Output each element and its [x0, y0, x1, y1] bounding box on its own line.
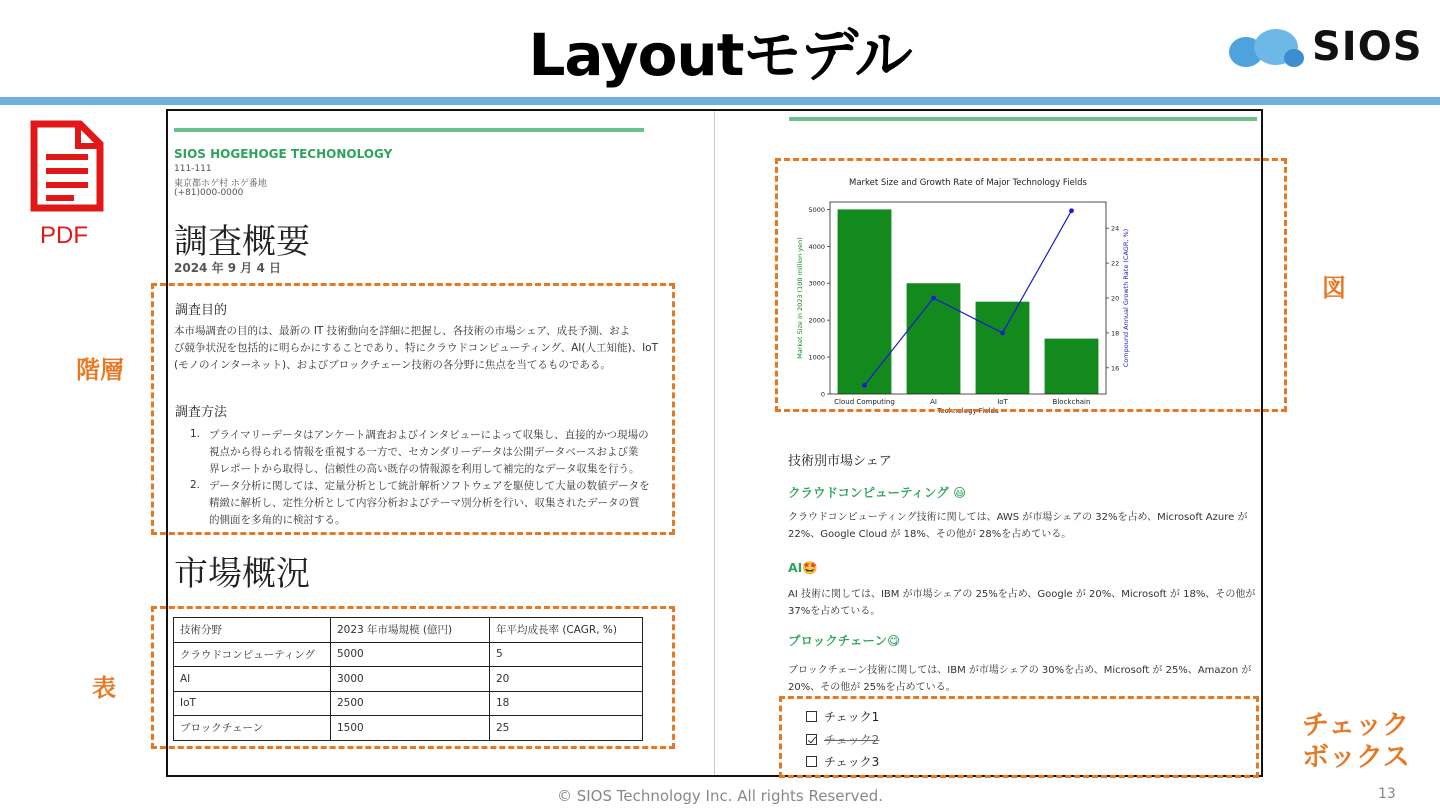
page-divider: [714, 111, 715, 775]
table-header-cell: 技術分野: [174, 618, 331, 643]
table-cell: 1500: [331, 716, 490, 741]
y2-tick-label: 20: [1111, 294, 1120, 303]
y-tick-label: 5000: [808, 205, 825, 214]
address-line: (+81)000-0000: [174, 188, 244, 198]
checkbox-label: チェック2: [824, 733, 880, 747]
y2-tick-label: 16: [1111, 364, 1120, 373]
method-line: データ分析に関しては、定量分析として統計解析ソフトウェアを駆使して大量の数値データを: [209, 480, 650, 492]
heading-method: 調査方法: [175, 405, 228, 420]
table-header-cell: 2023 年市場規模 (億円): [331, 618, 490, 643]
method-line: 精緻に解析し、定性分析として内容分析およびテーマ別分析を行い、収集されたデータの質: [209, 497, 640, 509]
page-number: 13: [1378, 786, 1396, 802]
section-title-ai: AI🤩: [788, 560, 818, 575]
section-line: AI 技術に関しては、IBM が市場シェアの 25%を占め、Google が 20%、Microsoft が 18%、その他が: [788, 589, 1256, 600]
section-line: 22%、Google Cloud が 18%、その他が 28%を占めている。: [788, 529, 1072, 540]
x-tick-label: IoT: [997, 398, 1008, 406]
copyright-footer: © SIOS Technology Inc. All rights Reserved.: [556, 787, 884, 805]
logo-text: SIOS: [1312, 24, 1423, 70]
y-tick-label: 1000: [808, 353, 825, 362]
label-hierarchy: 階層: [76, 356, 124, 384]
label-table: 表: [92, 674, 116, 702]
table-header-cell: 年平均成長率 (CAGR, %): [490, 618, 643, 643]
figure-annotation-box: [775, 158, 1287, 412]
section-title-blockchain: ブロックチェーン😋: [788, 633, 901, 648]
purpose-line: (モノのインターネット)、およびブロックチェーン技術の各分野に焦点を当てるものである。: [174, 359, 611, 371]
table-annotation-box: [151, 606, 675, 749]
y-axis-label: Market Size in 2023 (100 million yen): [796, 237, 804, 359]
section-line: 37%を占めている。: [788, 606, 881, 617]
checkbox-label: チェック3: [824, 755, 880, 769]
hierarchy-annotation-box: [151, 283, 675, 535]
y-tick-label: 2000: [808, 316, 825, 325]
x-tick-label: AI: [930, 398, 937, 406]
purpose-line: 本市場調査の目的は、最新の IT 技術動向を詳細に把握し、各技術の市場シェア、成長予測、およ: [174, 325, 631, 337]
pdf-label: PDF: [40, 222, 88, 249]
x-tick-label: Cloud Computing: [834, 398, 895, 406]
table-cell: 18: [490, 691, 643, 716]
table-cell: 25: [490, 716, 643, 741]
y2-tick-label: 24: [1111, 224, 1120, 233]
label-checkbox-line2: ボックス: [1302, 742, 1410, 773]
table-cell: 5: [490, 642, 643, 667]
purpose-line: び競争状況を包括的に明らかにすることであり、特にクラウドコンピューティング、AI(人工知能)、IoT: [174, 342, 659, 354]
method-line: プライマリーデータはアンケート調査およびインタビューによって収集し、直接的かつ現場の: [209, 429, 649, 441]
checkbox-label: チェック1: [824, 710, 880, 724]
heading-market: 市場概況: [174, 554, 310, 594]
section-line: クラウドコンピューティング技術に関しては、AWS が市場シェアの 32%を占め、Microsoft Azure が: [788, 512, 1248, 523]
address-line: 111-111: [174, 164, 212, 174]
header-divider: [0, 97, 1440, 105]
table-cell: 3000: [331, 667, 490, 692]
chart-title: Market Size and Growth Rate of Major Technology Fields: [849, 178, 1087, 188]
list-number: 2.: [190, 479, 201, 491]
label-checkbox-line1: チェック: [1302, 710, 1410, 741]
method-line: 視点から得られる情報を重視する一方で、セカンダリーデータは公開データベースおよび業: [209, 446, 639, 458]
y2-tick-label: 22: [1111, 259, 1120, 268]
table-cell: クラウドコンピューティング: [174, 642, 331, 667]
y2-tick-label: 18: [1111, 329, 1120, 338]
method-line: 的側面を多角的に検討する。: [209, 514, 346, 526]
section-line: 20%、その他が 25%を占めている。: [788, 682, 956, 693]
section-title-cloud: クラウドコンピューティング 😃: [788, 485, 967, 500]
table-cell: 5000: [331, 642, 490, 667]
table-cell: 2500: [331, 691, 490, 716]
heading-market-share: 技術別市場シェア: [788, 454, 892, 469]
list-number: 1.: [190, 428, 201, 440]
company-name: SIOS HOGEHOGE TECHONOLOGY: [174, 147, 393, 161]
table-cell: 20: [490, 667, 643, 692]
x-axis-label: Technology Fields: [937, 407, 999, 415]
table-cell: AI: [174, 667, 331, 692]
method-line: 界レポートから取得し、信頼性の高い既存の情報源を利用して補完的なデータ収集を行う。: [209, 463, 640, 475]
table-cell: IoT: [174, 691, 331, 716]
slide-title: Layoutモデル: [528, 21, 912, 89]
y2-axis-label: Compound Annual Growth Rate (CAGR, %): [1122, 228, 1130, 368]
table-cell: ブロックチェーン: [174, 716, 331, 741]
left-page-rule: [174, 128, 644, 132]
y-tick-label: 4000: [808, 242, 825, 251]
label-figure: 図: [1322, 274, 1346, 302]
y-tick-label: 0: [820, 390, 825, 399]
heading-survey: 調査概要: [174, 222, 310, 262]
pdf-file-icon: [30, 120, 104, 212]
section-line: ブロックチェーン技術に関しては、IBM が市場シェアの 30%を占め、Microsoft が 25%、Amazon が: [788, 665, 1252, 676]
checkbox-annotation-box: [779, 696, 1259, 778]
document-date: 2024 年 9 月 4 日: [174, 261, 281, 275]
y-tick-label: 3000: [808, 279, 825, 288]
x-tick-label: Blockchain: [1052, 398, 1091, 406]
address-line: 東京都ホゲ村 ホゲ番地: [174, 179, 267, 189]
heading-purpose: 調査目的: [175, 303, 228, 318]
right-page-rule: [789, 117, 1257, 121]
